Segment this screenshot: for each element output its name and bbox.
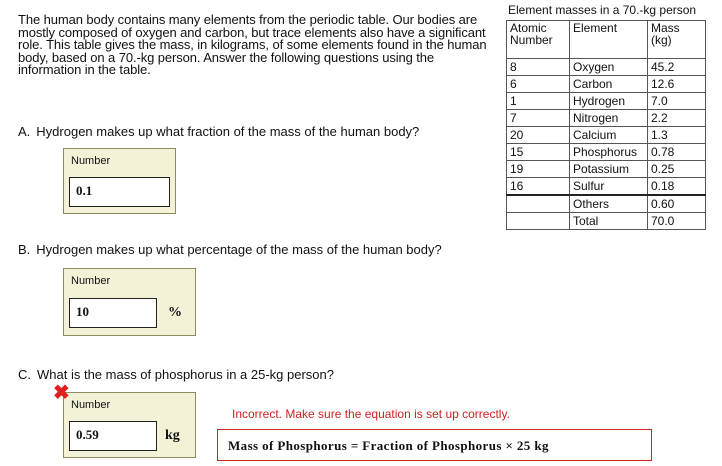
number-label: Number [71, 155, 111, 167]
table-cell: 8 [507, 59, 570, 76]
number-label: Number [71, 399, 111, 411]
table-cell: 16 [507, 178, 570, 196]
table-cell: Total [570, 213, 648, 230]
question-text: What is the mass of phosphorus in a 25-kg person? [37, 367, 334, 382]
column-header: Mass (kg) [648, 21, 706, 59]
table-row [507, 213, 706, 230]
table-cell: 0.78 [648, 144, 706, 161]
table-cell: 20 [507, 127, 570, 144]
table-cell: Hydrogen [570, 93, 648, 110]
table-cell: 0.25 [648, 161, 706, 178]
table-cell: 6 [507, 76, 570, 93]
table-cell: 1.3 [648, 127, 706, 144]
table-cell: Others [570, 195, 648, 213]
table-cell: 7 [507, 110, 570, 127]
table-cell: 0.60 [648, 195, 706, 213]
table-cell: Carbon [570, 76, 648, 93]
table-cell: Calcium [570, 127, 648, 144]
question-letter: A. [18, 124, 31, 139]
question-text: Hydrogen makes up what percentage of the mass of the human body? [36, 242, 442, 257]
equation-hint: Mass of Phosphorus = Fraction of Phosphorus × 25 kg [217, 429, 652, 461]
table-cell: 7.0 [648, 93, 706, 110]
column-header: Atomic Number [507, 21, 570, 59]
table-cell: Phosphorus [570, 144, 648, 161]
table-cell [507, 195, 570, 213]
table-cell: Oxygen [570, 59, 648, 76]
fraction-input[interactable]: 0.1 [69, 177, 170, 207]
table-cell: 0.18 [648, 178, 706, 196]
phosphorus-mass-input[interactable]: 0.59 [69, 421, 157, 451]
table-cell: Potassium [570, 161, 648, 178]
percentage-input[interactable]: 10 [69, 298, 157, 328]
question-letter: C. [18, 367, 31, 382]
table-row [507, 178, 706, 196]
table-caption: Element masses in a 70.-kg person [508, 3, 697, 17]
table-cell: 70.0 [648, 213, 706, 230]
table-row [507, 76, 706, 93]
question-a [18, 124, 419, 139]
number-label: Number [71, 275, 111, 287]
column-header: Element [570, 21, 648, 59]
table-row [507, 93, 706, 110]
table-header-row [507, 21, 706, 59]
table-cell: Sulfur [570, 178, 648, 196]
table-row [507, 110, 706, 127]
table-row [507, 144, 706, 161]
table-cell: 2.2 [648, 110, 706, 127]
unit-label: % [168, 305, 182, 320]
x-mark-icon: ✖ [53, 382, 70, 404]
table-cell [507, 213, 570, 230]
table-cell: 1 [507, 93, 570, 110]
question-b [18, 242, 442, 257]
unit-label: kg [165, 428, 180, 443]
table-cell: Nitrogen [570, 110, 648, 127]
table-row [507, 195, 706, 213]
answer-box-b [63, 268, 196, 336]
table-cell: 19 [507, 161, 570, 178]
question-c [18, 367, 334, 382]
table-cell: 15 [507, 144, 570, 161]
table-row [507, 161, 706, 178]
question-letter: B. [18, 242, 31, 257]
answer-box-a [63, 148, 176, 214]
table-row [507, 127, 706, 144]
answer-box-c [63, 392, 196, 458]
table-cell: 12.6 [648, 76, 706, 93]
table-row [507, 59, 706, 76]
feedback-message: Incorrect. Make sure the equation is set up correctly. [232, 407, 510, 421]
element-mass-table [506, 20, 706, 230]
intro-text: The human body contains many elements from the periodic table. Our bodies are mostly composed of oxygen and carbon, but trace elements also have a significant role. This table gives the mass, in kilograms, of some elements found in the human body, based on a 70.-kg person. Answer the following questions using the information in the table. [18, 12, 487, 78]
table-cell: 45.2 [648, 59, 706, 76]
question-text: Hydrogen makes up what fraction of the mass of the human body? [36, 124, 420, 139]
